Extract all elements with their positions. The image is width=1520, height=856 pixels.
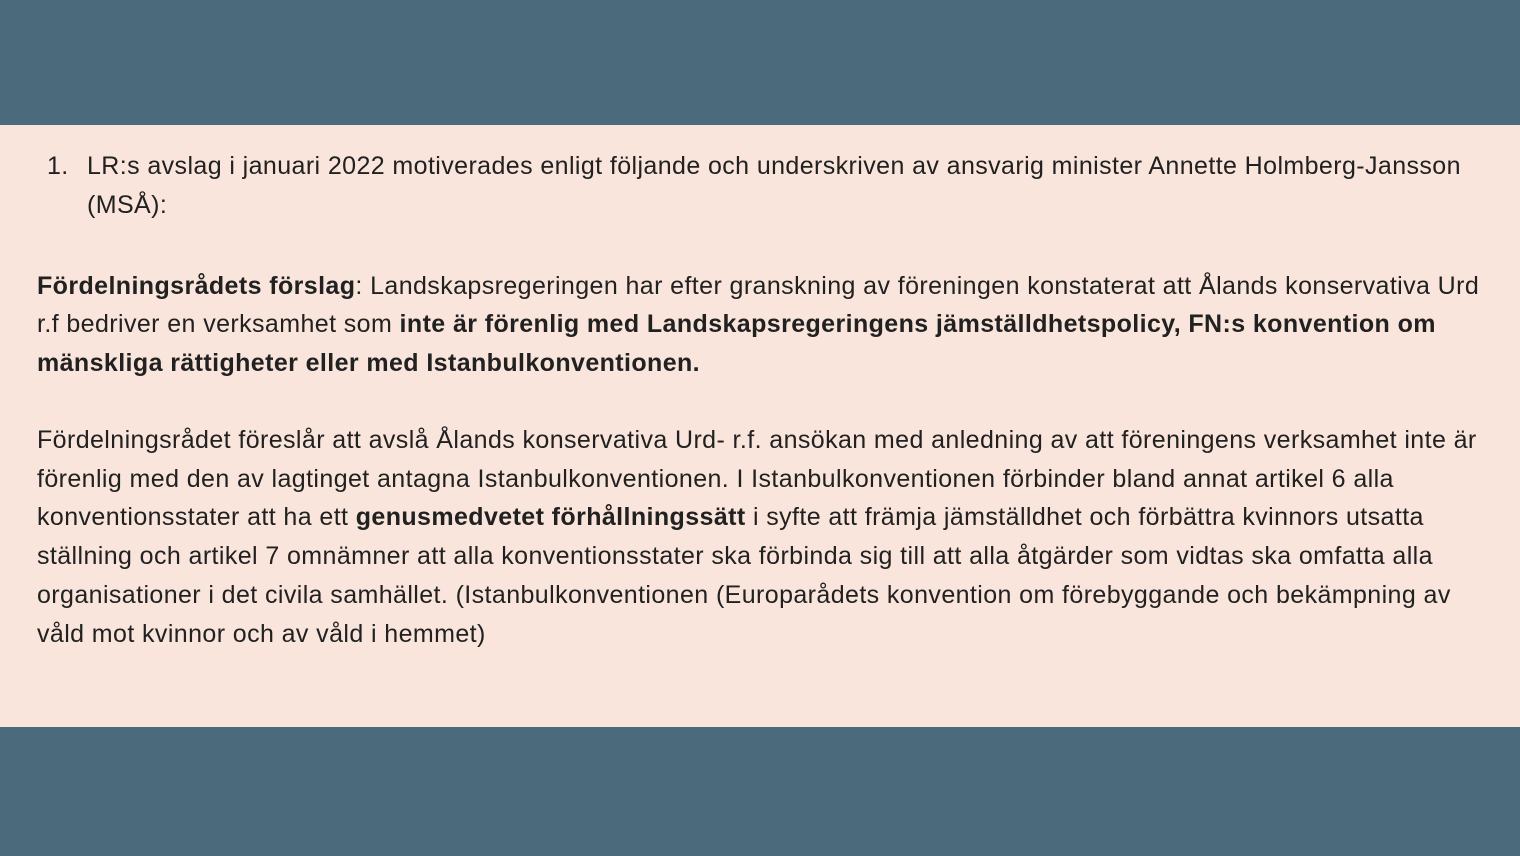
text-column (37, 147, 1490, 653)
top-bar (0, 0, 1520, 125)
bottom-bar (0, 727, 1520, 856)
content-area (0, 125, 1520, 727)
paragraph-proposal: Fördelningsrådets förslag: Landskapsregeringen har efter granskning av föreningen konstaterat att Ålands konservativa Urd r.f bedriver en verksamhet som inte är förenlig med Landskapsregeringens jämställdhetspolicy, FN:s konvention om mänskliga rättigheter eller med Istanbulkonventionen. (37, 271, 1480, 377)
list-number: 1. (47, 152, 69, 180)
list-item-text: LR:s avslag i januari 2022 motiverades enligt följande och underskriven av ansvarig minister Annette Holmberg-Jansson (MSÅ): (87, 152, 1461, 219)
paragraph-motivation: Fördelningsrådet föreslår att avslå Ålands konservativa Urd- r.f. ansökan med anledning av att föreningens verksamhet inte är förenlig med den av lagtinget antagna Istanbulkonventionen. I Istanbulkonventionen förbinder bland annat artikel 6 alla konventionsstater att ha ett genusmedvetet förhållningssätt i syfte att främja jämställdhet och förbättra kvinnors utsatta ställning och artikel 7 omnämner att alla konventionsstater ska förbinda sig till att alla åtgärder som vidtas ska omfatta alla organisationer i det civila samhället. (Istanbulkonventionen (Europarådets konvention om förebyggande och bekämpning av våld mot kvinnor och av våld i hemmet) (37, 425, 1477, 648)
numbered-list-item (47, 147, 1490, 225)
